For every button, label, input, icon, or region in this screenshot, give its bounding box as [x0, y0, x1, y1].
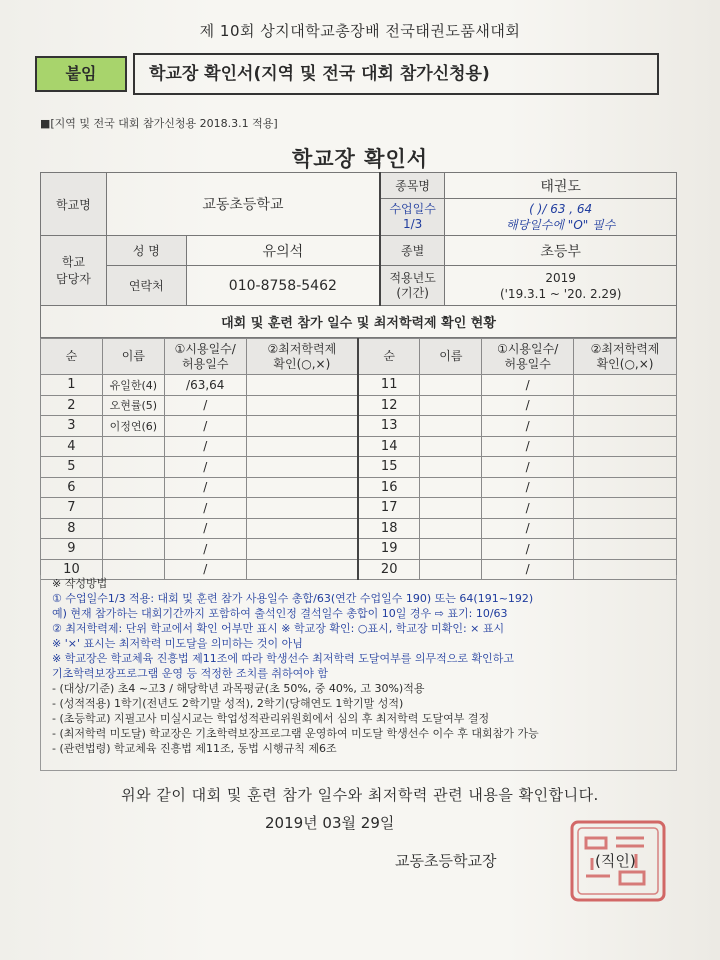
event-title: 제 10회 상지대학교총장배 전국태권도품새대회	[199, 22, 521, 40]
row-no: 4	[41, 436, 103, 457]
row-name-2	[420, 416, 482, 437]
event-value: 태권도	[445, 173, 677, 199]
row-min	[246, 395, 358, 416]
row-days: /	[164, 518, 246, 539]
header-days-2-line2: 허용일수	[504, 356, 551, 371]
school-value: 교동초등학교	[106, 173, 380, 236]
attend-label-line2: 1/3	[402, 217, 423, 231]
row-no-2: 14	[358, 436, 420, 457]
confirm-date: 2019년 03월 29일	[265, 814, 395, 832]
row-no-2: 15	[358, 457, 420, 478]
year-value-line2: ('19.3.1 ~ '20. 2.29)	[499, 286, 622, 301]
row-days: /	[164, 477, 246, 498]
note-line: 기초학력보장프로그램 운영 등 적정한 조치를 취하여야 함	[52, 667, 329, 680]
row-days-2: /	[482, 518, 574, 539]
school-label: 학교명	[41, 173, 107, 236]
row-name	[102, 518, 164, 539]
row-min	[246, 498, 358, 519]
header-no-2: 순	[358, 339, 420, 375]
note-line: - (초등학교) 지필고사 미실시교는 학업성적관리위원회에서 심의 후 최저학력 도달여부 결정	[52, 712, 490, 725]
note-line: 예) 현재 참가하는 대회기간까지 포함하여 출석인정 결석일수 총합이 10일 경우 ⇨ 표기: 10/63	[52, 607, 508, 620]
table-row	[41, 477, 677, 498]
row-min-2	[574, 416, 677, 437]
row-no-2: 18	[358, 518, 420, 539]
note-line: - (최저학력 미도달) 학교장은 기초학력보장프로그램 운영하여 미도달 학생선수 이수 후 대회참가 가능	[52, 727, 539, 740]
header-min-line1: ②최저학력제	[267, 341, 337, 356]
row-no-2: 16	[358, 477, 420, 498]
contact-label-line1: 학교	[61, 254, 86, 269]
row-days: /	[164, 416, 246, 437]
note-line: ※ 학교장은 학교체육 진흥법 제11조에 따라 학생선수 최저학력 도달여부를 의무적으로 확인하고	[52, 652, 514, 665]
row-name-2	[420, 477, 482, 498]
note-line: ※ 작성방법	[52, 577, 108, 590]
year-label-line1: 적용년도	[389, 270, 436, 285]
attend-label	[380, 199, 445, 236]
row-name: 오현률(5)	[102, 395, 164, 416]
row-name	[102, 498, 164, 519]
phone-label: 연락처	[106, 266, 186, 306]
attend-label-line1: 수업일수	[389, 202, 436, 216]
row-name-2	[420, 518, 482, 539]
row-days: /	[164, 436, 246, 457]
row-days: /	[164, 395, 246, 416]
note-line: ① 수업일수1/3 적용: 대회 및 훈련 참가 사용일수 총합/63(연간 수업일수 190) 또는 64(191~192)	[52, 592, 534, 605]
row-days-2: /	[482, 539, 574, 560]
table-row	[41, 518, 677, 539]
sheet-title: 학교장 확인서	[291, 147, 429, 171]
name-value: 유의석	[186, 236, 380, 266]
row-no: 10	[41, 559, 103, 580]
header-days	[164, 339, 246, 375]
note-line: - (관련법령) 학교체육 진흥법 제11조, 동법 시행규칙 제6조	[52, 742, 337, 755]
row-no: 5	[41, 457, 103, 478]
table-row	[41, 498, 677, 519]
row-no: 1	[41, 375, 103, 396]
row-name	[102, 436, 164, 457]
table-row	[41, 539, 677, 560]
row-min-2	[574, 375, 677, 396]
row-days-2: /	[482, 375, 574, 396]
row-days-2: /	[482, 498, 574, 519]
header-days-2-line1: ①시용일수/	[497, 341, 559, 356]
phone-value: 010-8758-5462	[186, 266, 380, 306]
note-line: - (대상/기준) 초4 ~고3 / 해당학년 과목평균(초 50%, 중 40%, 고 30%)적용	[52, 682, 425, 695]
row-name	[102, 457, 164, 478]
name-label: 성 명	[106, 236, 186, 266]
row-no-2: 13	[358, 416, 420, 437]
table-row	[41, 416, 677, 437]
row-days: /63,64	[164, 375, 246, 396]
header-min	[246, 339, 358, 375]
note-line: ② 최저학력제: 단위 학교에서 확인 어부만 표시 ※ 학교장 확인: ○표시, 학교장 미확인: × 표시	[52, 622, 505, 635]
row-no: 2	[41, 395, 103, 416]
info-table	[40, 172, 677, 338]
row-name-2	[420, 498, 482, 519]
row-days-2: /	[482, 395, 574, 416]
table-row	[41, 457, 677, 478]
participation-table	[40, 338, 677, 580]
row-min-2	[574, 457, 677, 478]
attend-value-line1: ( )/ 63 , 64	[529, 202, 593, 216]
list-title: 대회 및 훈련 참가 일수 및 최저학력제 확인 현황	[41, 306, 677, 338]
row-no: 8	[41, 518, 103, 539]
row-min	[246, 457, 358, 478]
attend-value-line2: 해당일수에 "O" 필수	[506, 218, 616, 232]
notes-section	[52, 576, 667, 756]
header-name: 이름	[102, 339, 164, 375]
stamp-label: (직인)	[595, 852, 636, 870]
header-days-line2: 허용일수	[182, 356, 229, 371]
row-no-2: 20	[358, 559, 420, 580]
row-no: 3	[41, 416, 103, 437]
event-label: 종목명	[380, 173, 445, 199]
row-no: 7	[41, 498, 103, 519]
row-no: 9	[41, 539, 103, 560]
row-days-2: /	[482, 559, 574, 580]
row-min	[246, 416, 358, 437]
row-min	[246, 436, 358, 457]
header-min-2	[574, 339, 677, 375]
table-row	[41, 375, 677, 396]
row-name: 이정연(6)	[102, 416, 164, 437]
year-label	[380, 266, 445, 306]
header-days-2	[482, 339, 574, 375]
note-line: - (성적적용) 1학기(전년도 2학기말 성적), 2학기(당해연도 1학기말 성적)	[52, 697, 404, 710]
row-days: /	[164, 498, 246, 519]
row-min-2	[574, 395, 677, 416]
attachment-tag: 붙임	[35, 56, 127, 92]
row-name	[102, 477, 164, 498]
row-name	[102, 539, 164, 560]
row-no: 6	[41, 477, 103, 498]
row-min-2	[574, 518, 677, 539]
row-name-2	[420, 457, 482, 478]
form-note: ■[지역 및 전국 대회 참가신청용 2018.3.1 적용]	[40, 117, 278, 130]
header-days-line1: ①시용일수/	[174, 341, 236, 356]
table-header-row	[41, 339, 677, 375]
row-days-2: /	[482, 436, 574, 457]
row-name: 유일한(4)	[102, 375, 164, 396]
row-no-2: 19	[358, 539, 420, 560]
row-days-2: /	[482, 477, 574, 498]
confirm-text: 위와 같이 대회 및 훈련 참가 일수와 최저학력 관련 내용을 확인합니다.	[121, 786, 599, 804]
row-days-2: /	[482, 457, 574, 478]
row-min-2	[574, 436, 677, 457]
year-value-line1: 2019	[545, 270, 576, 285]
row-name-2	[420, 539, 482, 560]
headline: 학교장 확인서(지역 및 전국 대회 참가신청용)	[133, 53, 659, 95]
row-min-2	[574, 539, 677, 560]
row-min-2	[574, 477, 677, 498]
year-value	[445, 266, 677, 306]
row-name-2	[420, 375, 482, 396]
header-min-2-line1: ②최저학력제	[590, 341, 660, 356]
row-min	[246, 518, 358, 539]
attend-value	[445, 199, 677, 236]
division-label: 종별	[380, 236, 445, 266]
header-no: 순	[41, 339, 103, 375]
principal-name: 교동초등학교장	[395, 852, 497, 870]
row-min	[246, 477, 358, 498]
table-row	[41, 436, 677, 457]
header-min-2-line2: 확인(○,×)	[596, 356, 654, 371]
table-row	[41, 395, 677, 416]
row-days: /	[164, 457, 246, 478]
header-min-line2: 확인(○,×)	[273, 356, 331, 371]
row-days: /	[164, 539, 246, 560]
row-no-2: 12	[358, 395, 420, 416]
row-min	[246, 375, 358, 396]
row-name-2	[420, 395, 482, 416]
row-min	[246, 539, 358, 560]
contact-label-line2: 담당자	[56, 271, 91, 286]
row-no-2: 11	[358, 375, 420, 396]
row-days-2: /	[482, 416, 574, 437]
year-label-line2: (기간)	[396, 285, 429, 300]
row-min-2	[574, 498, 677, 519]
header-name-2: 이름	[420, 339, 482, 375]
note-line: ※ '×' 표시는 최저학력 미도달을 의미하는 것이 아님	[52, 637, 303, 650]
row-name-2	[420, 436, 482, 457]
contact-label	[41, 236, 107, 306]
row-days: /	[164, 559, 246, 580]
division-value: 초등부	[445, 236, 677, 266]
row-no-2: 17	[358, 498, 420, 519]
